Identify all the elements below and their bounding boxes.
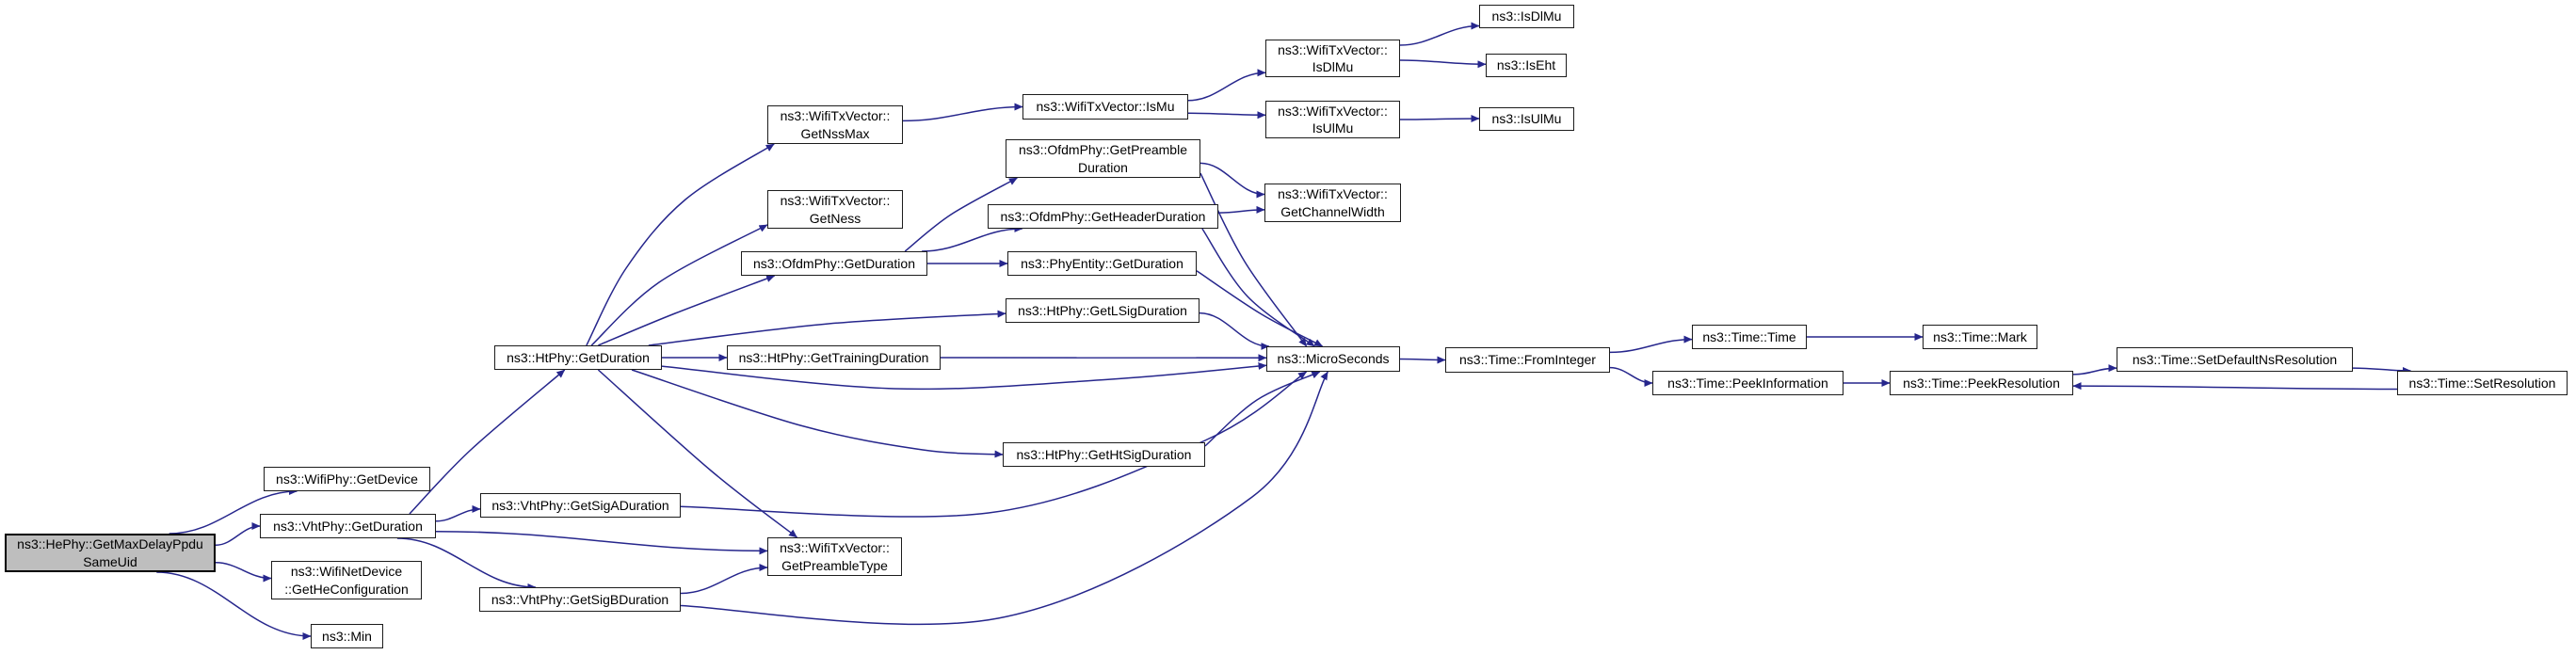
edge-ofdmphy-getheaderduration-to-wifitxvector-getchannelwidth bbox=[1218, 210, 1264, 213]
node-wifitxvector-ismu[interactable] bbox=[1022, 94, 1188, 120]
node-label: ns3::WifiTxVector:: bbox=[780, 540, 890, 556]
node-label: ns3::MicroSeconds bbox=[1277, 351, 1390, 367]
edge-wifitxvector-getnssmax-to-wifitxvector-ismu bbox=[903, 107, 1022, 121]
node-wifitxvector-isulmu[interactable] bbox=[1265, 101, 1400, 138]
node-vhtphy-getduration[interactable] bbox=[260, 514, 436, 538]
edge-vhtphy-getsigaduration-to-microseconds bbox=[681, 372, 1307, 517]
node-wifitxvector-isdlmu[interactable] bbox=[1265, 40, 1400, 77]
node-time-peekinformation[interactable] bbox=[1652, 371, 1843, 395]
edge-htphy-getduration-to-wifitxvector-getnssmax bbox=[587, 144, 774, 345]
node-wifitxvector-getchannelwidth[interactable] bbox=[1264, 184, 1401, 222]
edge-microseconds-to-time-frominteger bbox=[1400, 359, 1445, 360]
edge-wifitxvector-isdlmu-to-isdlmu bbox=[1400, 26, 1479, 46]
edge-hephy-getmaxdelayppdusameuid-to-wifinetdevice-getheconfiguration bbox=[216, 563, 271, 579]
edge-htphy-getlsigduration-to-microseconds bbox=[1199, 313, 1269, 346]
edge-vhtphy-getduration-to-wifitxvector-getpreambletype bbox=[436, 532, 767, 551]
node-time-setresolution[interactable] bbox=[2397, 371, 2568, 395]
node-wifitxvector-getness[interactable] bbox=[767, 190, 903, 229]
edge-htphy-getduration-to-wifitxvector-getness bbox=[591, 225, 767, 345]
node-label: GetChannelWidth bbox=[1280, 203, 1385, 219]
edge-vhtphy-getduration-to-vhtphy-getsigaduration bbox=[436, 509, 480, 521]
node-label: ns3::WifiTxVector:: bbox=[1278, 186, 1388, 202]
edge-vhtphy-getsigbduration-to-wifitxvector-getpreambletype bbox=[681, 567, 767, 594]
node-label: ns3::HtPhy::GetHtSigDuration bbox=[1016, 446, 1192, 462]
node-label: ns3::Time::PeekInformation bbox=[1667, 375, 1828, 391]
node-time-peekresolution[interactable] bbox=[1890, 371, 2073, 395]
node-hephy-getmaxdelayppdusameuid[interactable] bbox=[5, 534, 216, 572]
node-isulmu[interactable] bbox=[1479, 107, 1574, 131]
node-time-mark[interactable] bbox=[1923, 325, 2037, 349]
node-ofdmphy-getduration[interactable] bbox=[741, 251, 927, 276]
node-ofdmphy-getpreambleduration[interactable] bbox=[1006, 139, 1200, 178]
node-label: ns3::WifiTxVector:: bbox=[1278, 103, 1388, 119]
edge-vhtphy-getsigbduration-to-microseconds bbox=[681, 372, 1328, 624]
node-label: ns3::Time::PeekResolution bbox=[1903, 375, 2060, 391]
edge-wifitxvector-isulmu-to-isulmu bbox=[1400, 119, 1479, 120]
node-label: SameUid bbox=[83, 553, 137, 569]
node-label: ns3::OfdmPhy::GetHeaderDuration bbox=[1000, 208, 1206, 224]
node-vhtphy-getsigaduration[interactable] bbox=[480, 493, 681, 518]
node-label: ns3::IsEht bbox=[1496, 57, 1556, 73]
edge-htphy-getduration-to-htphy-getlsigduration bbox=[649, 313, 1006, 345]
node-wifitxvector-getpreambletype[interactable] bbox=[767, 537, 902, 576]
edge-htphy-getduration-to-ofdmphy-getduration bbox=[598, 276, 774, 345]
node-label: ns3::Time::SetResolution bbox=[2408, 375, 2556, 391]
node-label: Duration bbox=[1078, 159, 1128, 175]
node-phyentity-getduration[interactable] bbox=[1007, 251, 1197, 276]
edge-time-setresolution-to-time-peekresolution bbox=[2073, 386, 2397, 389]
node-wifitxvector-getnssmax[interactable] bbox=[767, 105, 903, 144]
node-time-time[interactable] bbox=[1692, 325, 1807, 349]
node-label: ns3::OfdmPhy::GetPreamble bbox=[1019, 142, 1187, 158]
edge-time-peekresolution-to-time-setdefaultnsresolution bbox=[2073, 368, 2117, 375]
node-label: ns3::OfdmPhy::GetDuration bbox=[753, 255, 915, 271]
node-label: GetNess bbox=[809, 210, 861, 226]
node-label: ns3::VhtPhy::GetSigADuration bbox=[491, 497, 669, 513]
node-iseht[interactable] bbox=[1486, 54, 1567, 77]
node-label: ns3::WifiTxVector::IsMu bbox=[1036, 99, 1175, 115]
edge-ofdmphy-getheaderduration-to-microseconds bbox=[1202, 229, 1314, 346]
node-label: ns3::Time::Time bbox=[1702, 328, 1796, 344]
node-vhtphy-getsigbduration[interactable] bbox=[479, 587, 681, 612]
node-min[interactable] bbox=[311, 624, 383, 648]
edge-ofdmphy-getpreambleduration-to-wifitxvector-getchannelwidth bbox=[1200, 163, 1264, 194]
node-label: ns3::Min bbox=[322, 628, 372, 644]
node-microseconds[interactable] bbox=[1266, 346, 1400, 372]
node-label: ns3::WifiTxVector:: bbox=[780, 108, 891, 124]
node-label: ns3::IsDlMu bbox=[1491, 8, 1562, 24]
node-label: ns3::VhtPhy::GetDuration bbox=[273, 518, 423, 534]
node-label: ns3::Time::Mark bbox=[1933, 328, 2027, 344]
node-htphy-getduration[interactable] bbox=[494, 345, 662, 370]
node-ofdmphy-getheaderduration[interactable] bbox=[988, 204, 1218, 229]
edge-time-frominteger-to-time-peekinformation bbox=[1610, 368, 1652, 383]
node-label: ns3::HtPhy::GetTrainingDuration bbox=[738, 349, 929, 365]
edge-wifitxvector-ismu-to-wifitxvector-isulmu bbox=[1188, 113, 1265, 115]
node-label: ns3::IsUlMu bbox=[1491, 111, 1562, 127]
node-label: IsUlMu bbox=[1312, 120, 1354, 136]
edge-wifitxvector-ismu-to-wifitxvector-isdlmu bbox=[1188, 72, 1265, 101]
node-wifinetdevice-getheconfiguration[interactable] bbox=[271, 561, 422, 599]
node-label: ns3::VhtPhy::GetSigBDuration bbox=[491, 591, 669, 607]
node-label: ns3::HtPhy::GetDuration bbox=[507, 349, 650, 365]
edge-phyentity-getduration-to-microseconds bbox=[1197, 271, 1323, 346]
node-htphy-gettrainingduration[interactable] bbox=[727, 345, 941, 370]
node-label: ::GetHeConfiguration bbox=[284, 581, 409, 597]
node-htphy-getlsigduration[interactable] bbox=[1006, 298, 1199, 323]
node-label: IsDlMu bbox=[1312, 59, 1354, 74]
edge-time-frominteger-to-time-time bbox=[1610, 340, 1692, 353]
edge-wifitxvector-isdlmu-to-iseht bbox=[1400, 60, 1486, 64]
node-time-frominteger[interactable] bbox=[1445, 347, 1610, 373]
node-label: ns3::WifiTxVector:: bbox=[1278, 41, 1388, 57]
node-htphy-gethtsigduration[interactable] bbox=[1003, 442, 1205, 467]
node-label: ns3::PhyEntity::GetDuration bbox=[1021, 255, 1183, 271]
edge-hephy-getmaxdelayppdusameuid-to-vhtphy-getduration bbox=[216, 526, 260, 545]
edge-htphy-getduration-to-htphy-gethtsigduration bbox=[632, 370, 1003, 455]
node-wifiphy-getdevice[interactable] bbox=[264, 467, 430, 491]
node-label: ns3::Time::SetDefaultNsResolution bbox=[2132, 351, 2338, 367]
node-label: ns3::WifiTxVector:: bbox=[780, 193, 891, 209]
node-label: ns3::WifiPhy::GetDevice bbox=[276, 471, 418, 487]
node-label: GetNssMax bbox=[800, 125, 870, 141]
node-label: ns3::HePhy::GetMaxDelayPpdu bbox=[17, 536, 203, 552]
node-isdlmu[interactable] bbox=[1479, 5, 1574, 28]
node-label: ns3::Time::FromInteger bbox=[1459, 352, 1596, 368]
node-time-setdefaultnsresolution[interactable] bbox=[2117, 347, 2353, 372]
node-label: ns3::WifiNetDevice bbox=[290, 564, 403, 580]
node-label: ns3::HtPhy::GetLSigDuration bbox=[1018, 302, 1187, 318]
node-label: GetPreambleType bbox=[781, 557, 888, 573]
edge-ofdmphy-getduration-to-ofdmphy-getheaderduration bbox=[922, 229, 1022, 251]
